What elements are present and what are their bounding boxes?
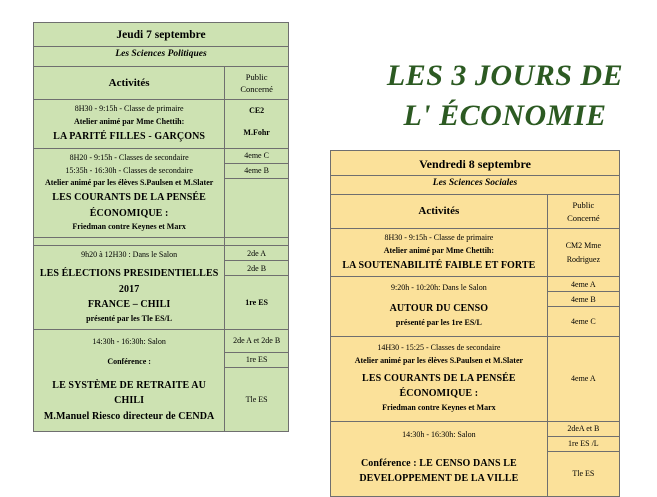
table-row (34, 329, 289, 352)
activity-title: LES ÉLECTIONS PRESIDENTIELLES 2017 (39, 268, 219, 295)
activity-line: Friedman contre Keynes et Marx (382, 402, 496, 412)
activity-line: présenté par les 1re ES/L (395, 317, 482, 327)
table-row (331, 421, 620, 436)
activity-line: 9h20 à 12H30 : Dans le Salon (81, 250, 178, 260)
column-header-public (547, 195, 619, 229)
public-cell-jeudi-3b: 2de B (225, 261, 289, 276)
public-cell-vendredi-2b: 4eme B (547, 292, 619, 307)
public-cell-vendredi-3a: 4eme A (547, 336, 619, 421)
activity-cell-jeudi-3 (34, 246, 225, 329)
table-row (34, 246, 289, 261)
activity-title: Conférence : LE CENSO DANS LE (360, 457, 517, 469)
activity-cell-jeudi-2 (34, 148, 225, 238)
table-row-day-title (34, 23, 289, 47)
column-header-public-line-2: Concerné (240, 83, 273, 94)
day-subtitle-jeudi: Les Sciences Politiques (34, 47, 289, 66)
column-header-activities: Activités (34, 66, 225, 100)
table-row (331, 277, 620, 292)
activity-line: 14:30h - 16:30h: Salon (92, 336, 166, 346)
activity-cell-vendredi-3 (331, 336, 548, 421)
public-cell-vendredi-4c: Tle ES (547, 451, 619, 496)
activity-title: DEVELOPPEMENT DE LA VILLE (359, 473, 519, 485)
activity-line: présenté par les Tle ES/L (86, 313, 173, 323)
public-cell-jeudi-4a: 2de A et 2de B (225, 329, 289, 352)
public-cell-vendredi-2c: 4eme C (547, 307, 619, 336)
public-cell-jeudi-2c (225, 178, 289, 238)
activity-line: Atelier animé par les élèves S.Paulsen et M.Slater (44, 178, 214, 188)
activity-cell-vendredi-4 (331, 421, 548, 496)
public-cell-jeudi-2b: 4eme B (225, 163, 289, 178)
schedule-table-jeudi (33, 22, 289, 432)
activity-title: LE SYSTÈME DE RETRAITE AU CHILI (52, 379, 206, 407)
column-header-public (225, 66, 289, 100)
public-cell-vendredi-1a: CM2 Mme (547, 228, 619, 252)
spacer-public (225, 238, 289, 246)
public-cell-jeudi-2a: 4eme C (225, 148, 289, 163)
column-header-public-line-1: Public (572, 200, 595, 211)
activity-title: LES COURANTS DE LA PENSÉE (362, 372, 516, 384)
activity-line: 8H20 - 9:15h - Classes de secondaire (69, 152, 189, 162)
activity-title: M.Manuel Riesco directeur de CENDA (43, 410, 215, 422)
activity-cell-vendredi-2 (331, 277, 548, 336)
table-row-spacer (34, 238, 289, 246)
activity-title: ÉCONOMIQUE : (89, 207, 169, 219)
activity-title: AUTOUR DU CENSO (389, 303, 489, 315)
day-subtitle-vendredi: Les Sciences Sociales (331, 176, 620, 195)
poster-title-line-1: LES 3 JOURS DE (386, 59, 624, 92)
activity-title: LA SOUTENABILITÉ FAIBLE ET FORTE (342, 259, 536, 271)
activity-cell-vendredi-1 (331, 228, 548, 276)
activity-line: Atelier animé par les élèves S.Paulsen et M.Slater (354, 355, 524, 365)
table-row (34, 148, 289, 163)
activity-cell-jeudi-1 (34, 100, 225, 148)
activity-line: Atelier animé par Mme Chettih: (73, 117, 185, 127)
spacer-activity (34, 238, 225, 246)
public-cell-vendredi-4b: 1re ES /L (547, 436, 619, 451)
table-row-day-title (331, 151, 620, 176)
table-row-day-subtitle (331, 176, 620, 195)
table-row (331, 228, 620, 252)
day-title-jeudi: Jeudi 7 septembre (34, 23, 289, 47)
public-cell-jeudi-3c: 1re ES (225, 276, 289, 329)
public-cell-jeudi-4b: 1re ES (225, 352, 289, 367)
activity-cell-jeudi-4 (34, 329, 225, 431)
column-header-activities: Activités (331, 195, 548, 229)
schedule-table-vendredi (330, 150, 620, 497)
activity-title: ÉCONOMIQUE : (399, 388, 479, 400)
public-cell-jeudi-3a: 2de A (225, 246, 289, 261)
public-cell-jeudi-1a: CE2 (225, 100, 289, 123)
poster-title-line-2: L' ÉCONOMIE (403, 98, 607, 132)
activity-line: Conférence : (107, 356, 151, 366)
activity-line: Friedman contre Keynes et Marx (72, 222, 186, 232)
activity-title: FRANCE – CHILI (87, 299, 171, 311)
activity-line: 14H30 - 15:25 - Classes de secondaire (377, 342, 501, 352)
activity-line: 8H30 - 9:15h - Classe de primaire (384, 232, 494, 242)
column-header-public-line-1: Public (245, 71, 268, 82)
public-cell-vendredi-4a: 2deA et B (547, 421, 619, 436)
activity-line: 14:30h - 16:30h: Salon (402, 429, 476, 439)
day-title-vendredi: Vendredi 8 septembre (331, 151, 620, 176)
poster-title (355, 56, 655, 135)
table-row (34, 100, 289, 123)
activity-line: Atelier animé par Mme Chettih: (383, 245, 495, 255)
activity-title: LA PARITÉ FILLES - GARÇONS (53, 131, 206, 143)
public-cell-vendredi-2a: 4eme A (547, 277, 619, 292)
public-cell-jeudi-4c: Tle ES (225, 367, 289, 431)
table-row-header (331, 195, 620, 229)
activity-line: 15:35h - 16:30h - Classes de secondaire (65, 165, 193, 175)
table-row (331, 336, 620, 421)
table-row-day-subtitle (34, 47, 289, 66)
column-header-public-line-2: Concerné (567, 212, 600, 223)
public-cell-vendredi-1b: Rodriguez (547, 253, 619, 277)
public-cell-jeudi-1b: M.Fohr (225, 122, 289, 144)
activity-title: LES COURANTS DE LA PENSÉE (52, 192, 206, 204)
table-row-header (34, 66, 289, 100)
activity-line: 9:20h - 10:20h: Dans le Salon (390, 283, 487, 293)
activity-line: 8H30 - 9:15h - Classe de primaire (74, 104, 184, 114)
